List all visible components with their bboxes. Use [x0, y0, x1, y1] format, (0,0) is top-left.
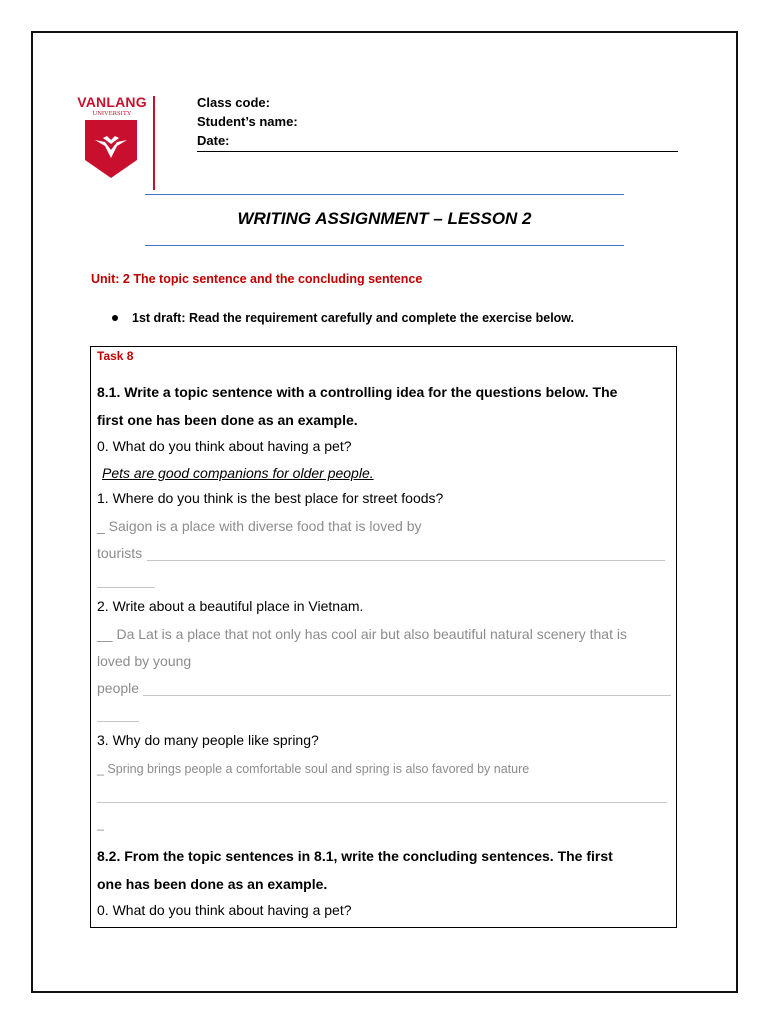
instruction-text: 1st draft: Read the requirement carefully and complete the exercise below.: [132, 311, 575, 325]
shield-icon: [85, 120, 137, 178]
answer-1-line2[interactable]: tourists: [97, 545, 143, 561]
q82-question-0: 0. What do you think about having a pet?: [97, 902, 352, 918]
question-3: 3. Why do many people like spring?: [97, 732, 319, 748]
title-rule-top: [145, 194, 624, 195]
instruction-bullet: [112, 311, 574, 325]
answer-3-underline: [97, 802, 667, 803]
class-code-label: Class code:: [197, 95, 270, 110]
q82-line1: 8.2. From the topic sentences in 8.1, write the concluding sentences. The first: [97, 848, 613, 864]
title-rule-bottom: [145, 245, 624, 246]
q81-line2: first one has been done as an example.: [97, 412, 358, 428]
question-0: 0. What do you think about having a pet?: [97, 438, 352, 454]
answer-2-line1[interactable]: __ Da Lat is a place that not only has cool air but also beautiful natural scenery that is: [97, 626, 627, 642]
date-underline: [197, 151, 678, 152]
unit-heading: Unit: 2 The topic sentence and the concluding sentence: [91, 272, 423, 286]
answer-3-line1[interactable]: _ Spring brings people a comfortable soul and spring is also favored by nature: [97, 762, 530, 776]
task-label: Task 8: [97, 349, 134, 363]
logo-brand-text: VANLANG: [77, 94, 147, 110]
answer-2-line3[interactable]: people: [97, 680, 140, 696]
example-answer: Pets are good companions for older people.: [102, 465, 374, 481]
question-2: 2. Write about a beautiful place in Vietnam.: [97, 598, 364, 614]
answer-1-underline-short: [97, 587, 155, 588]
q82-line2: one has been done as an example.: [97, 876, 328, 892]
date-label: Date:: [197, 133, 230, 148]
answer-3-dash[interactable]: _: [97, 817, 104, 831]
logo-divider: [153, 96, 155, 190]
page-title: WRITING ASSIGNMENT – LESSON 2: [237, 209, 532, 228]
answer-2-line2[interactable]: loved by young: [97, 653, 192, 669]
answer-2-underline: [143, 695, 671, 696]
student-name-label: Student’s name:: [197, 114, 298, 129]
question-1: 1. Where do you think is the best place for street foods?: [97, 490, 444, 506]
bullet-icon: [112, 315, 118, 321]
logo-sub-text: UNIVERSITY: [92, 110, 132, 117]
answer-1-line1[interactable]: _ Saigon is a place with diverse food that is loved by: [97, 518, 422, 534]
answer-1-underline: [147, 560, 665, 561]
q81-line1: 8.1. Write a topic sentence with a controlling idea for the questions below. The: [97, 384, 618, 400]
answer-2-underline-short: [97, 721, 139, 722]
university-logo: [74, 94, 154, 190]
